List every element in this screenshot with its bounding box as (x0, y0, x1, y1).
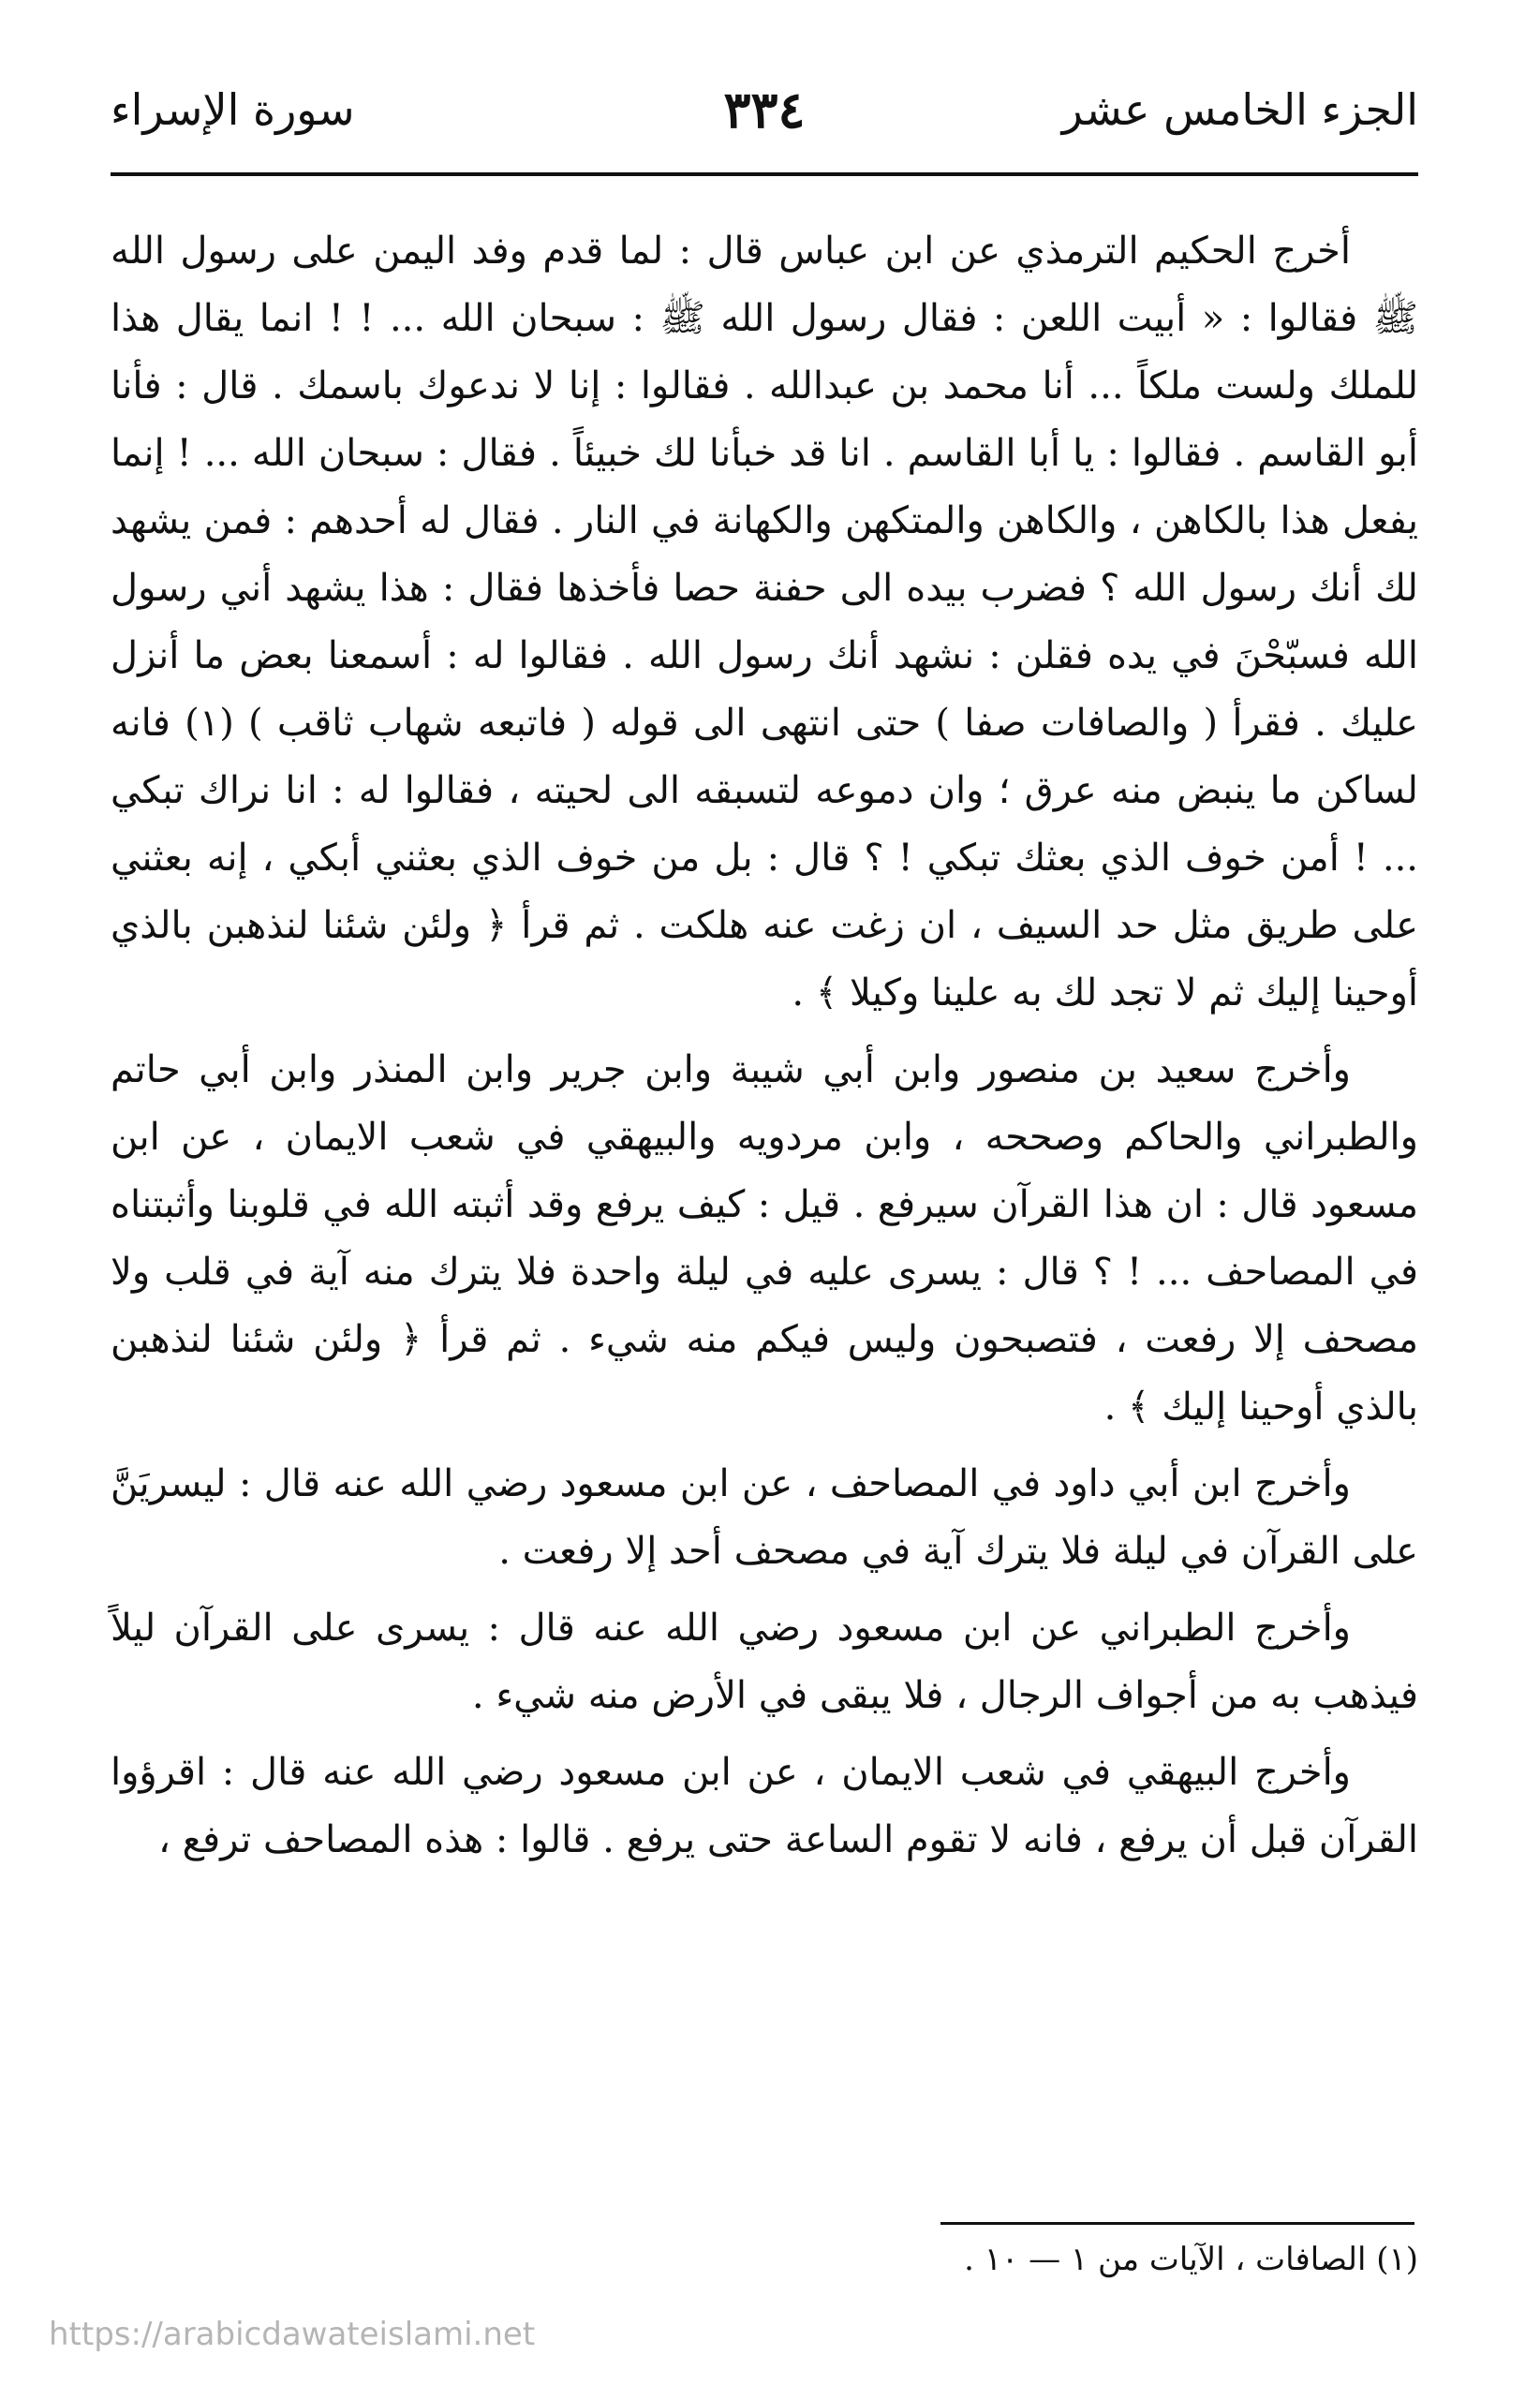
main-text (111, 217, 1418, 1883)
paragraph: وأخرج ابن أبي داود في المصاحف ، عن ابن مسعود رضي الله عنه قال : ليسريَنَّ على القرآن في ليلة فلا يترك آية في مصحف أحد إلا رفعت . (111, 1462, 1418, 1573)
footnote-divider (940, 2222, 1414, 2225)
watermark-url: https://arabicdawateislami.net (49, 2316, 536, 2353)
part-title: الجزء الخامس عشر (1061, 84, 1418, 135)
paragraph: وأخرج سعيد بن منصور وابن أبي شيبة وابن جرير وابن المنذر وابن أبي حاتم والطبراني والحاكم وصححه ، وابن مردويه والبيهقي في شعب الايمان ، عن ابن مسعود قال : ان هذا القرآن سيرفع . قيل : كيف يرفع وقد أثبته الله في قلوبنا وأثبتناه في المصاحف ... ! ؟ قال : يسرى عليه في ليلة واحدة فلا يترك منه آية في قلب ولا مصحف إلا رفعت ، فتصبحون وليس فيكم منه شيء . ثم قرأ ﴿ ولئن شئنا لنذهبن بالذي أوحينا إليك ﴾ . (111, 1048, 1418, 1429)
footnote: (١) الصافات ، الآيات من ١ — ١٠ . (964, 2241, 1418, 2278)
paragraph: وأخرج البيهقي في شعب الايمان ، عن ابن مسعود رضي الله عنه قال : اقرؤوا القرآن قبل أن يرفع ، فانه لا تقوم الساعة حتى يرفع . قالوا : هذه المصاحف ترفع ، (111, 1751, 1418, 1861)
paragraph: وأخرج الطبراني عن ابن مسعود رضي الله عنه قال : يسرى على القرآن ليلاً فيذهب به من أجواف الرجال ، فلا يبقى في الأرض منه شيء . (111, 1607, 1418, 1717)
page-number: ٣٣٤ (723, 80, 806, 140)
surah-title: سورة الإسراء (111, 84, 355, 135)
header-divider (111, 172, 1418, 176)
page-header (111, 67, 1418, 152)
paragraph: أخرج الحكيم الترمذي عن ابن عباس قال : لما قدم وفد اليمن على رسول الله ﷺ فقالوا : « أبيت اللعن : فقال رسول الله ﷺ : سبحان الله ... ! ! انما يقال هذا للملك ولست ملكاً ... أنا محمد بن عبدالله . فقالوا : إنا لا ندعوك باسمك . قال : فأنا أبو القاسم . فقالوا : يا أبا القاسم . انا قد خبأنا لك خبيئاً . فقال : سبحان الله ... ! إنما يفعل هذا بالكاهن ، والكاهن والمتكهن والكهانة في النار . فقال له أحدهم : فمن يشهد لك أنك رسول الله ؟ فضرب بيده الى حفنة حصا فأخذها فقال : هذا يشهد أني رسول الله فسبّحْنَ في يده فقلن : نشهد أنك رسول الله . فقالوا له : أسمعنا بعض ما أنزل عليك . فقرأ ( والصافات صفا ) حتى انتهى الى قوله ( فاتبعه شهاب ثاقب ) (١) فانه لساكن ما ينبض منه عرق ؛ وان دموعه لتسبقه الى لحيته ، فقالوا له : انا نراك تبكي ... ! أمن خوف الذي بعثك تبكي ! ؟ قال : بل من خوف الذي بعثني أبكي ، إنه بعثني على طريق مثل حد السيف ، ان زغت عنه هلكت . ثم قرأ ﴿ ولئن شئنا لنذهبن بالذي أوحينا إليك ثم لا تجد لك به علينا وكيلا ﴾ . (111, 230, 1419, 1015)
